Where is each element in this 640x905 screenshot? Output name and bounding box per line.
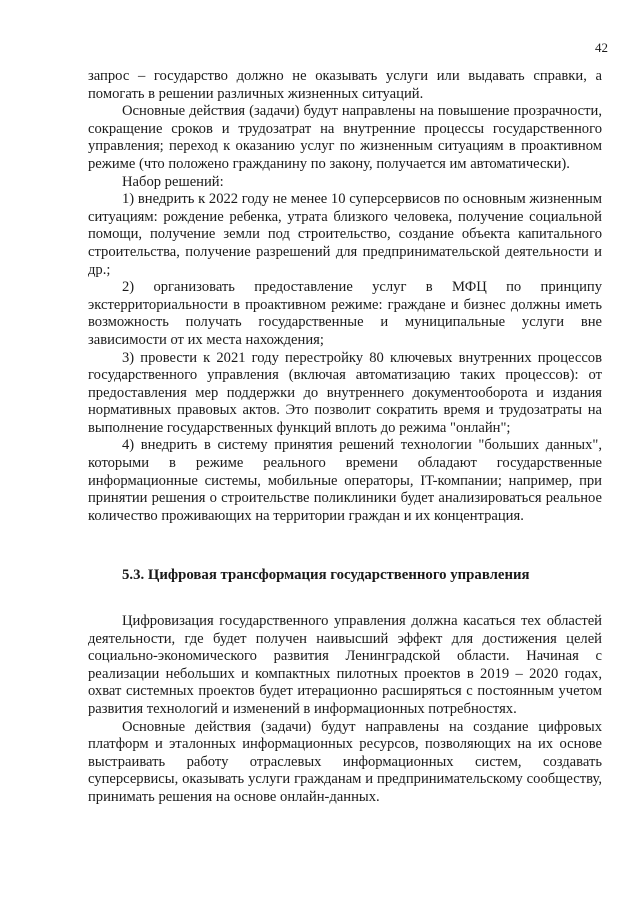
- list-item: 1) внедрить к 2022 году не менее 10 суперсервисов по основным жизненным ситуациям: рождение ребенка, утрата близкого человека, получение социальной помощи, получение земли под строительство, создание объекта капитального строительства, получение разрешений для предпринимательской деятельности и др.;: [88, 191, 602, 278]
- paragraph: Цифровизация государственного управления должна касаться тех областей деятельности, где будет получен наивысший эффект для достижения целей социально-экономического развития Ленинградской области. Начиная с реализации небольших и компактных пилотных проектов в 2019 – 2020 годах, охват системных проектов будет итерационно расширяться с постоянным учетом развития технологий и изменений в информационных потребностях.: [88, 613, 602, 717]
- list-item: 2) организовать предоставление услуг в МФЦ по принципу экстерриториальности в проактивном режиме: граждане и бизнес должны иметь возможность получать государственные и муниципальные услуги вне зависимости от их места нахождения;: [88, 279, 602, 348]
- paragraph: Набор решений:: [122, 173, 224, 190]
- paragraph: Основные действия (задачи) будут направлены на повышение прозрачности, сокращение сроков и трудозатрат на внутренние процессы государственного управления; переход к оказанию услуг по жизненным ситуациям в проактивном режиме (что положено гражданину по закону, получается им автоматически).: [88, 103, 602, 172]
- paragraph: запрос – государство должно не оказывать услуги или выдавать справки, а помогать в решении различных жизненных ситуаций.: [88, 68, 602, 102]
- section-heading: 5.3. Цифровая трансформация государственного управления: [122, 567, 530, 584]
- document-body: [88, 68, 602, 807]
- list-item: 4) внедрить в систему принятия решений технологии "больших данных", которыми в режиме реального времени обладают государственные информационные системы, мобильные операторы, IT-компании; например, при принятии решения о строительстве поликлиники будет анализироваться реальное количество проживающих на территории граждан и их концентрация.: [88, 437, 602, 524]
- list-item: 3) провести к 2021 году перестройку 80 ключевых внутренних процессов государственного управления (включая автоматизацию таких процессов): от предоставления мер поддержки до внутреннего документооборота и издания нормативных правовых актов. Это позволит сократить время и трудозатраты на выполнение государственных функций вплоть до режима "онлайн";: [88, 349, 602, 436]
- paragraph: Основные действия (задачи) будут направлены на создание цифровых платформ и эталонных информационных ресурсов, позволяющих на их основе выстраивать работу отраслевых информационных систем, создавать суперсервисы, оказывать услуги гражданам и предпринимательскому сообществу, принимать решения на основе онлайн-данных.: [88, 718, 602, 805]
- page-number: 42: [595, 40, 608, 55]
